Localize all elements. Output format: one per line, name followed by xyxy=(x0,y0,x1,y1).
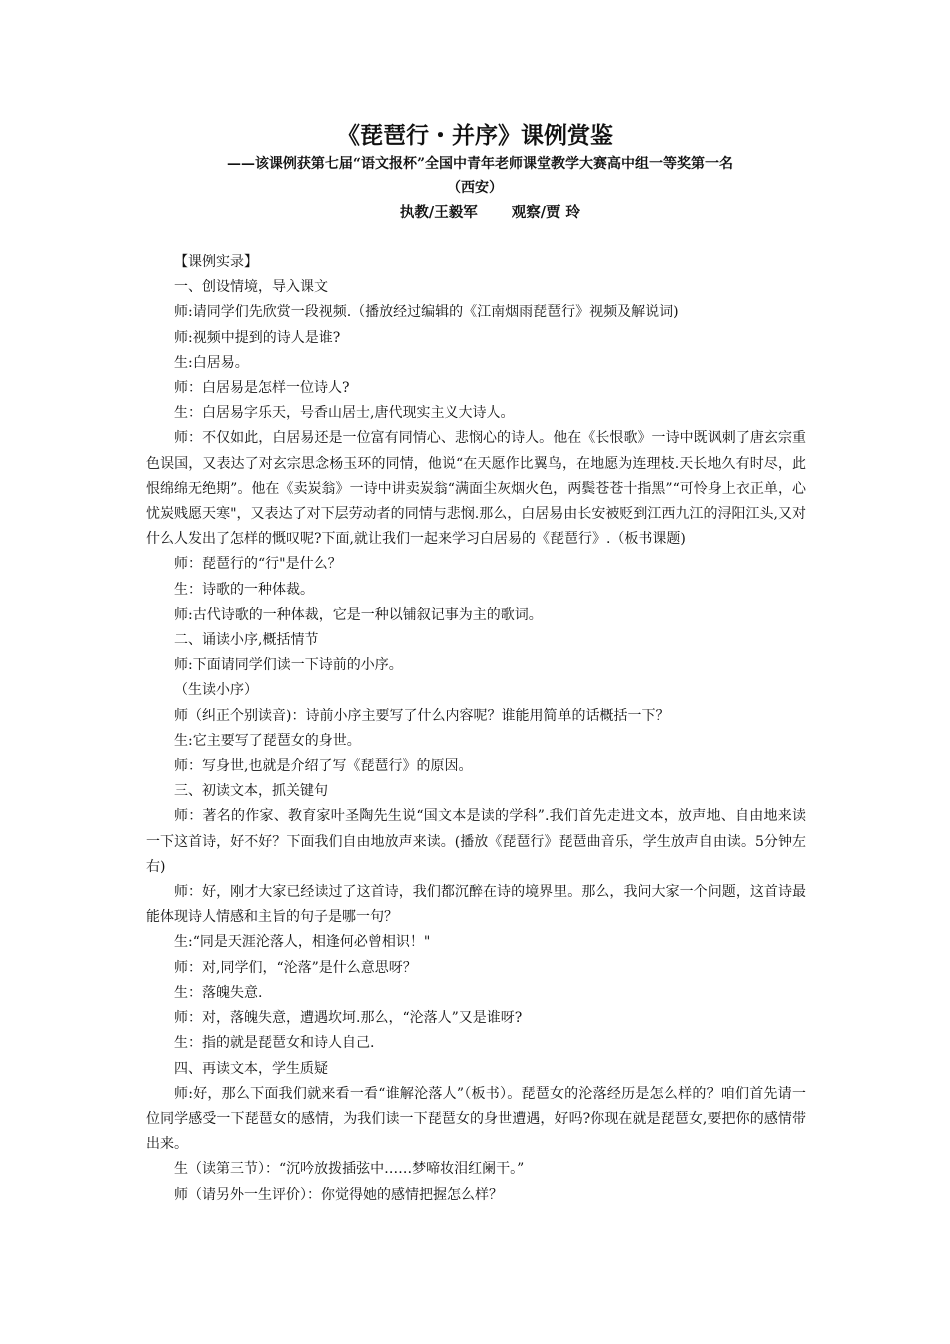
dialogue-paragraph: 师:好，那么下面我们就来看一看“谁解沦落人”（板书）。琵琶女的沦落经历是怎么样的？咱们首先请一位同学感受一下琵琶女的感情，为我们读一下琵琶女的身世遭遇，好吗?你现在就是琵琶女,要把你的感情带出来。 xyxy=(146,1085,806,1153)
dialogue-paragraph: 生：落魄失意. xyxy=(174,984,263,1001)
dialogue-paragraph: 生:白居易。 xyxy=(174,354,249,371)
dialogue-paragraph: 师（纠正个别读音)：诗前小序主要写了什么内容呢？谁能用简单的话概括一下？ xyxy=(174,707,670,724)
dialogue-paragraph: 师：著名的作家、教育家叶圣陶先生说“国文本是读的学科”.我们首先走进文本，放声地、自由地来读一下这首诗，好不好？下面我们自由地放声来读。(播放《琵琶行》琵琶曲音乐，学生放声自由读。5分钟左右) xyxy=(146,808,806,875)
document-body xyxy=(146,250,806,1208)
dialogue-paragraph: 师：琵琶行的“行"是什么？ xyxy=(174,556,342,573)
dialogue-paragraph: 生：指的就是琵琶女和诗人自己. xyxy=(174,1035,375,1052)
section-heading: 二、诵读小序,概括情节 xyxy=(174,632,319,649)
document-title: 《琵琶行・并序》课例赏鉴 xyxy=(337,122,613,149)
dialogue-paragraph: 师:古代诗歌的一种体裁，它是一种以铺叙记事为主的歌词。 xyxy=(174,606,543,623)
dialogue-paragraph: 师：白居易是怎样一位诗人? xyxy=(174,380,350,397)
dialogue-paragraph: 师:请同学们先欣赏一段视频.（播放经过编辑的《江南烟雨琵琶行》视频及解说词) xyxy=(174,304,679,321)
dialogue-paragraph: 师：不仅如此，白居易还是一位富有同情心、悲悯心的诗人。他在《长恨歌》一诗中既讽刺了唐玄宗重色误国，又表达了对玄宗思念杨玉环的同情，他说“在天愿作比翼鸟，在地愿为连理枝.天长地久有时尽，此恨绵绵无绝期”。他在《卖炭翁》一诗中讲卖炭翁“满面尘灰烟火色，两鬓苍苍十指黑”“可怜身上衣正单，心忧炭贱愿天寒"，又表达了对下层劳动者的同情与悲悯.那么，白居易由长安被贬到江西九江的浔阳江头,又对什么人发出了怎样的慨叹呢?下面,就让我们一起来学习白居易的《琵琶行》.（板书课题) xyxy=(146,430,806,548)
dialogue-paragraph: 生:它主要写了琵琶女的身世。 xyxy=(174,732,361,749)
dialogue-paragraph: 师（请另外一生评价）：你觉得她的感情把握怎么样？ xyxy=(174,1186,503,1203)
author-line xyxy=(0,201,950,225)
dialogue-paragraph: 生（读第三节）：“沉吟放拨插弦中……梦啼妆泪红阑干。” xyxy=(174,1161,525,1178)
dialogue-paragraph: 师：好，刚才大家已经读过了这首诗，我们都沉醉在诗的境界里。那么，我问大家一个问题，这首诗最能体现诗人情感和主旨的句子是哪一句？ xyxy=(146,884,806,926)
dialogue-paragraph: 师：对,同学们，“沦落”是什么意思呀？ xyxy=(174,959,417,976)
document-subtitle-location: （西安） xyxy=(447,180,503,196)
stage-direction: （生读小序） xyxy=(174,682,258,699)
dialogue-paragraph: 师:下面请同学们读一下诗前的小序。 xyxy=(174,657,403,674)
observer-credit: 观察/贾 玲 xyxy=(511,204,581,221)
dialogue-paragraph: 师：写身世,也就是介绍了写《琵琶行》的原因。 xyxy=(174,758,473,775)
section-heading: 三、初读文本，抓关键句 xyxy=(174,783,328,800)
dialogue-paragraph: 师:视频中提到的诗人是谁? xyxy=(174,329,341,346)
dialogue-paragraph: 生：白居易字乐天，号香山居士,唐代现实主义大诗人。 xyxy=(174,405,515,422)
document-subtitle: ——该课例获第七届“语文报杯”全国中青年老师课堂教学大赛高中组一等奖第一名 xyxy=(226,156,734,172)
section-heading: 【课例实录】 xyxy=(174,254,258,270)
dialogue-paragraph: 师：对，落魄失意，遭遇坎坷.那么，“沦落人”又是谁呀? xyxy=(174,1010,523,1027)
section-heading: 四、再读文本，学生质疑 xyxy=(174,1060,328,1077)
teacher-credit: 执教/王毅军 xyxy=(399,204,478,221)
dialogue-paragraph: 生：诗歌的一种体裁。 xyxy=(174,581,314,598)
section-heading: 一、创设情境，导入课文 xyxy=(174,279,328,296)
dialogue-paragraph: 生:“同是天涯沦落人，相逢何必曾相识！" xyxy=(174,934,431,951)
